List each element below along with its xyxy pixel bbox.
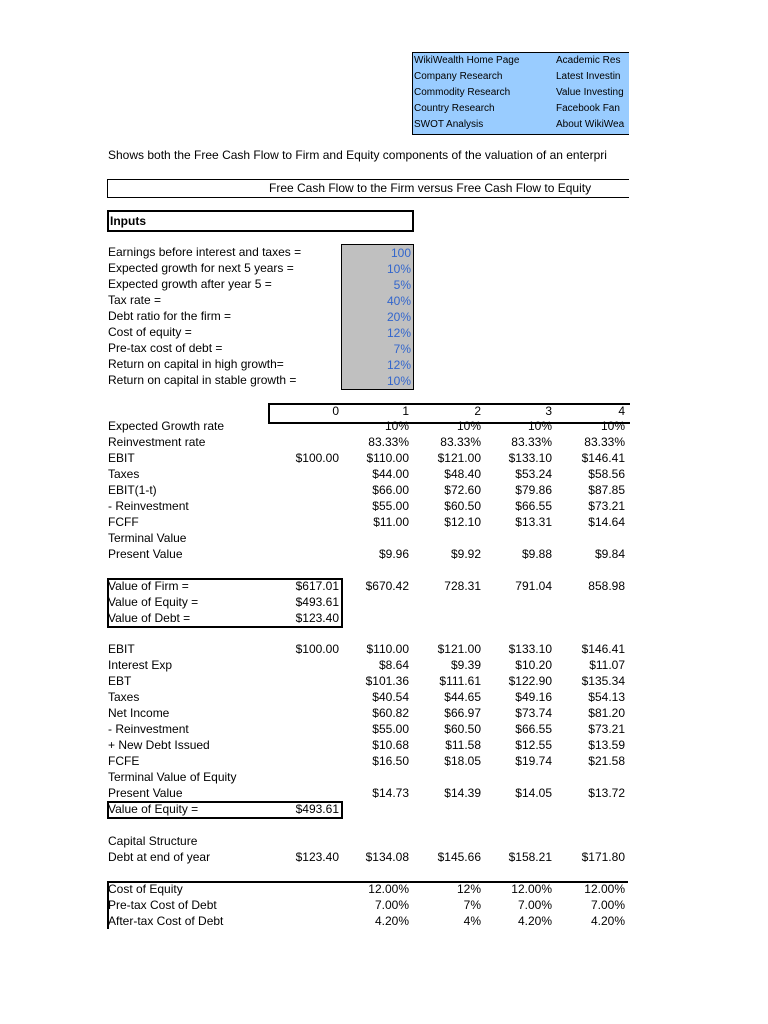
year-header-cell: 2 [474,404,481,418]
nav-link-country-research[interactable]: Country Research [414,103,495,114]
fcfe-cell: $11.58 [445,738,481,752]
input-value-ebit[interactable]: 100 [390,246,411,260]
input-value-growth-after[interactable]: 5% [393,278,411,292]
fcff-cell: $9.92 [450,547,481,561]
fcff-cell: $60.50 [444,499,481,513]
fcfe-row-label: Net Income [108,706,170,720]
cost-cell: 12.00% [584,882,625,896]
fcfe-row-label: Terminal Value of Equity [108,770,237,784]
value-of-equity-box [107,801,343,819]
fcfe-row-label: EBIT [108,642,135,656]
fcff-cell: $53.24 [515,467,552,481]
debt-cell: $171.80 [581,850,625,864]
nav-link-about-wikiwealth[interactable]: About WikiWea [556,119,625,130]
fcfe-cell: $54.13 [588,690,625,704]
debt-end-of-year-label: Debt at end of year [108,850,211,864]
fcfe-row-label: - Reinvestment [108,722,189,736]
cost-cell: 7.00% [517,898,552,912]
cost-cell: 4% [463,914,481,928]
nav-link-academic-research[interactable]: Academic Res [556,55,621,66]
input-value-roc-high[interactable]: 12% [386,358,411,372]
fcfe-cell: $14.39 [444,786,481,800]
fcff-cell: 83.33% [368,435,409,449]
nav-link-home[interactable]: WikiWealth Home Page [414,55,520,66]
nav-link-value-investing[interactable]: Value Investing [556,87,624,98]
value-summary-amount: $493.61 [295,595,339,609]
fcfe-cell: $18.05 [444,754,481,768]
cost-row-label: After-tax Cost of Debt [108,914,224,928]
fcff-row-label: Present Value [108,547,183,561]
fcff-cell: $66.55 [515,499,552,513]
inputs-header [107,210,414,232]
fcff-row-label: FCFF [108,515,139,529]
cost-cell: 7.00% [590,898,625,912]
fcfe-cell: $14.73 [372,786,409,800]
fcfe-cell: $81.20 [588,706,625,720]
debt-cell: $145.66 [437,850,481,864]
fcfe-cell: $16.50 [372,754,409,768]
fcfe-cell: $110.00 [366,642,409,656]
fcff-cell: $73.21 [588,499,625,513]
input-value-cost-equity[interactable]: 12% [386,326,411,340]
input-label: Tax rate = [108,293,162,307]
fcfe-cell: $11.07 [589,658,625,672]
fcff-cell: $72.60 [444,483,481,497]
fcfe-row-label: Taxes [108,690,140,704]
fcfe-cell: $122.90 [508,674,552,688]
fcfe-cell: $49.16 [515,690,552,704]
debt-cell: $134.08 [365,850,409,864]
fcfe-cell: $44.65 [444,690,481,704]
fcfe-cell: $73.74 [515,706,552,720]
fcff-cell: $146.41 [581,451,625,465]
fcff-cell: $9.84 [594,547,625,561]
fcfe-row-label: EBT [108,674,132,688]
debt-cell: $123.40 [295,850,339,864]
year-header-cell: 1 [402,404,409,418]
fcff-cell: $12.10 [444,515,481,529]
fcfe-cell: $14.05 [515,786,552,800]
fcff-cell: 10% [527,419,552,433]
cost-row-label: Pre-tax Cost of Debt [108,898,217,912]
year-header-cell: 0 [332,404,339,418]
description-text: Shows both the Free Cash Flow to Firm and Equity components of the valuation of an enterpri [108,148,607,162]
cost-cell: 12% [456,882,481,896]
input-label: Return on capital in stable growth = [108,373,297,387]
value-summary-amount: $123.40 [295,611,339,625]
value-of-equity-label: Value of Equity = [108,802,199,816]
fcff-cell: $100.00 [295,451,339,465]
fcff-cell: $13.31 [515,515,552,529]
input-label: Return on capital in high growth= [108,357,284,371]
fcff-cell: $48.40 [444,467,481,481]
input-label: Cost of equity = [108,325,192,339]
fcff-cell: 83.33% [440,435,481,449]
cost-row-label: Cost of Equity [108,882,183,896]
fcff-row-label: Terminal Value [108,531,187,545]
fcfe-cell: $60.82 [372,706,409,720]
fcff-cell: 10% [384,419,409,433]
fcff-cell: $66.00 [372,483,409,497]
fcfe-cell: $8.64 [378,658,409,672]
fcfe-cell: $13.72 [588,786,625,800]
title-bar [107,179,629,198]
fcff-cell: $9.88 [521,547,552,561]
nav-link-commodity-research[interactable]: Commodity Research [414,87,511,98]
fcfe-cell: $40.54 [372,690,409,704]
fcff-row-label: EBIT(1-t) [108,483,157,497]
fcfe-cell: $100.00 [295,642,339,656]
fcfe-cell: $146.41 [581,642,625,656]
input-value-tax-rate[interactable]: 40% [386,294,411,308]
fcff-cell: $79.86 [515,483,552,497]
fcfe-row-label: Interest Exp [108,658,173,672]
firm-value-cell: 728.31 [444,579,481,593]
input-value-growth-5y[interactable]: 10% [386,262,411,276]
fcff-row-label: - Reinvestment [108,499,189,513]
nav-link-latest-investing[interactable]: Latest Investin [556,71,621,82]
nav-link-company-research[interactable]: Company Research [414,71,503,82]
year-header-bar [268,403,630,424]
fcfe-row-label: + New Debt Issued [108,738,210,752]
cost-cell: 4.20% [374,914,409,928]
inputs-labels [108,244,301,388]
cost-cell: 12.00% [511,882,552,896]
fcff-cell: $133.10 [508,451,552,465]
fcff-row-label: Expected Growth rate [108,419,225,433]
input-label: Pre-tax cost of debt = [108,341,223,355]
input-value-roc-stable[interactable]: 10% [386,374,411,388]
cost-cell: 7% [463,898,481,912]
firm-value-cell: 858.98 [588,579,625,593]
nav-link-swot-analysis[interactable]: SWOT Analysis [414,119,484,130]
cost-cell: 12.00% [368,882,409,896]
cost-cell: 4.20% [590,914,625,928]
fcfe-cell: $19.74 [515,754,552,768]
fcfe-cell: $135.34 [581,674,625,688]
fcfe-cell: $9.39 [450,658,481,672]
capital-structure-title: Capital Structure [108,834,198,848]
fcfe-cell: $133.10 [508,642,552,656]
fcff-cell: $87.85 [588,483,625,497]
page-title: Free Cash Flow to the Firm versus Free Cash Flow to Equity [269,181,592,195]
fcff-cell: 83.33% [511,435,552,449]
fcff-cell: $58.56 [588,467,625,481]
fcfe-cell: $60.50 [444,722,481,736]
debt-cell: $158.21 [508,850,552,864]
input-label: Earnings before interest and taxes = [108,245,302,259]
input-label: Debt ratio for the firm = [108,309,232,323]
fcff-cell: $14.64 [588,515,625,529]
value-summary-label: Value of Debt = [108,611,191,625]
inputs-header-label: Inputs [110,214,146,228]
fcfe-cell: $73.21 [588,722,625,736]
input-label: Expected growth for next 5 years = [108,261,294,275]
value-of-equity-amount: $493.61 [295,802,339,816]
firm-value-cell: 791.04 [515,579,552,593]
fcff-cell: 10% [600,419,625,433]
input-value-pretax-debt[interactable]: 7% [393,342,411,356]
wikiwealth-nav-box [412,52,629,135]
fcfe-cell: $13.59 [588,738,625,752]
fcff-cell: $110.00 [366,451,409,465]
fcfe-cell: $121.00 [437,642,481,656]
year-header-cell: 4 [618,404,625,418]
fcff-cell: $9.96 [378,547,409,561]
fcff-cell: 83.33% [584,435,625,449]
input-label: Expected growth after year 5 = [108,277,272,291]
value-summary-amount: $617.01 [295,579,339,593]
fcfe-cell: $10.68 [372,738,409,752]
value-summary-label: Value of Equity = [108,595,199,609]
fcff-cell: $44.00 [372,467,409,481]
inputs-value-cells [341,244,414,390]
fcff-cell: $121.00 [437,451,481,465]
fcfe-cell: $66.97 [444,706,481,720]
fcff-row-label: Reinvestment rate [108,435,206,449]
fcff-cell: $55.00 [372,499,409,513]
fcfe-cell: $66.55 [515,722,552,736]
firm-value-cell: $670.42 [365,579,409,593]
fcff-cell: $11.00 [373,515,409,529]
input-value-debt-ratio[interactable]: 20% [386,310,411,324]
year-header-cell: 3 [545,404,552,418]
fcfe-cell: $111.61 [439,674,481,688]
cost-cell: 4.20% [517,914,552,928]
nav-link-facebook-fan[interactable]: Facebook Fan [556,103,620,114]
fcfe-cell: $12.55 [515,738,552,752]
fcfe-cell: $101.36 [365,674,409,688]
fcfe-cell: $55.00 [372,722,409,736]
fcff-row-label: Taxes [108,467,140,481]
fcfe-cell: $10.20 [515,658,552,672]
value-summary-label: Value of Firm = [108,579,189,593]
fcff-row-label: EBIT [108,451,135,465]
fcff-cell: 10% [456,419,481,433]
fcfe-cell: $21.58 [588,754,625,768]
cost-cell: 7.00% [374,898,409,912]
fcfe-row-label: Present Value [108,786,183,800]
fcfe-row-label: FCFE [108,754,140,768]
